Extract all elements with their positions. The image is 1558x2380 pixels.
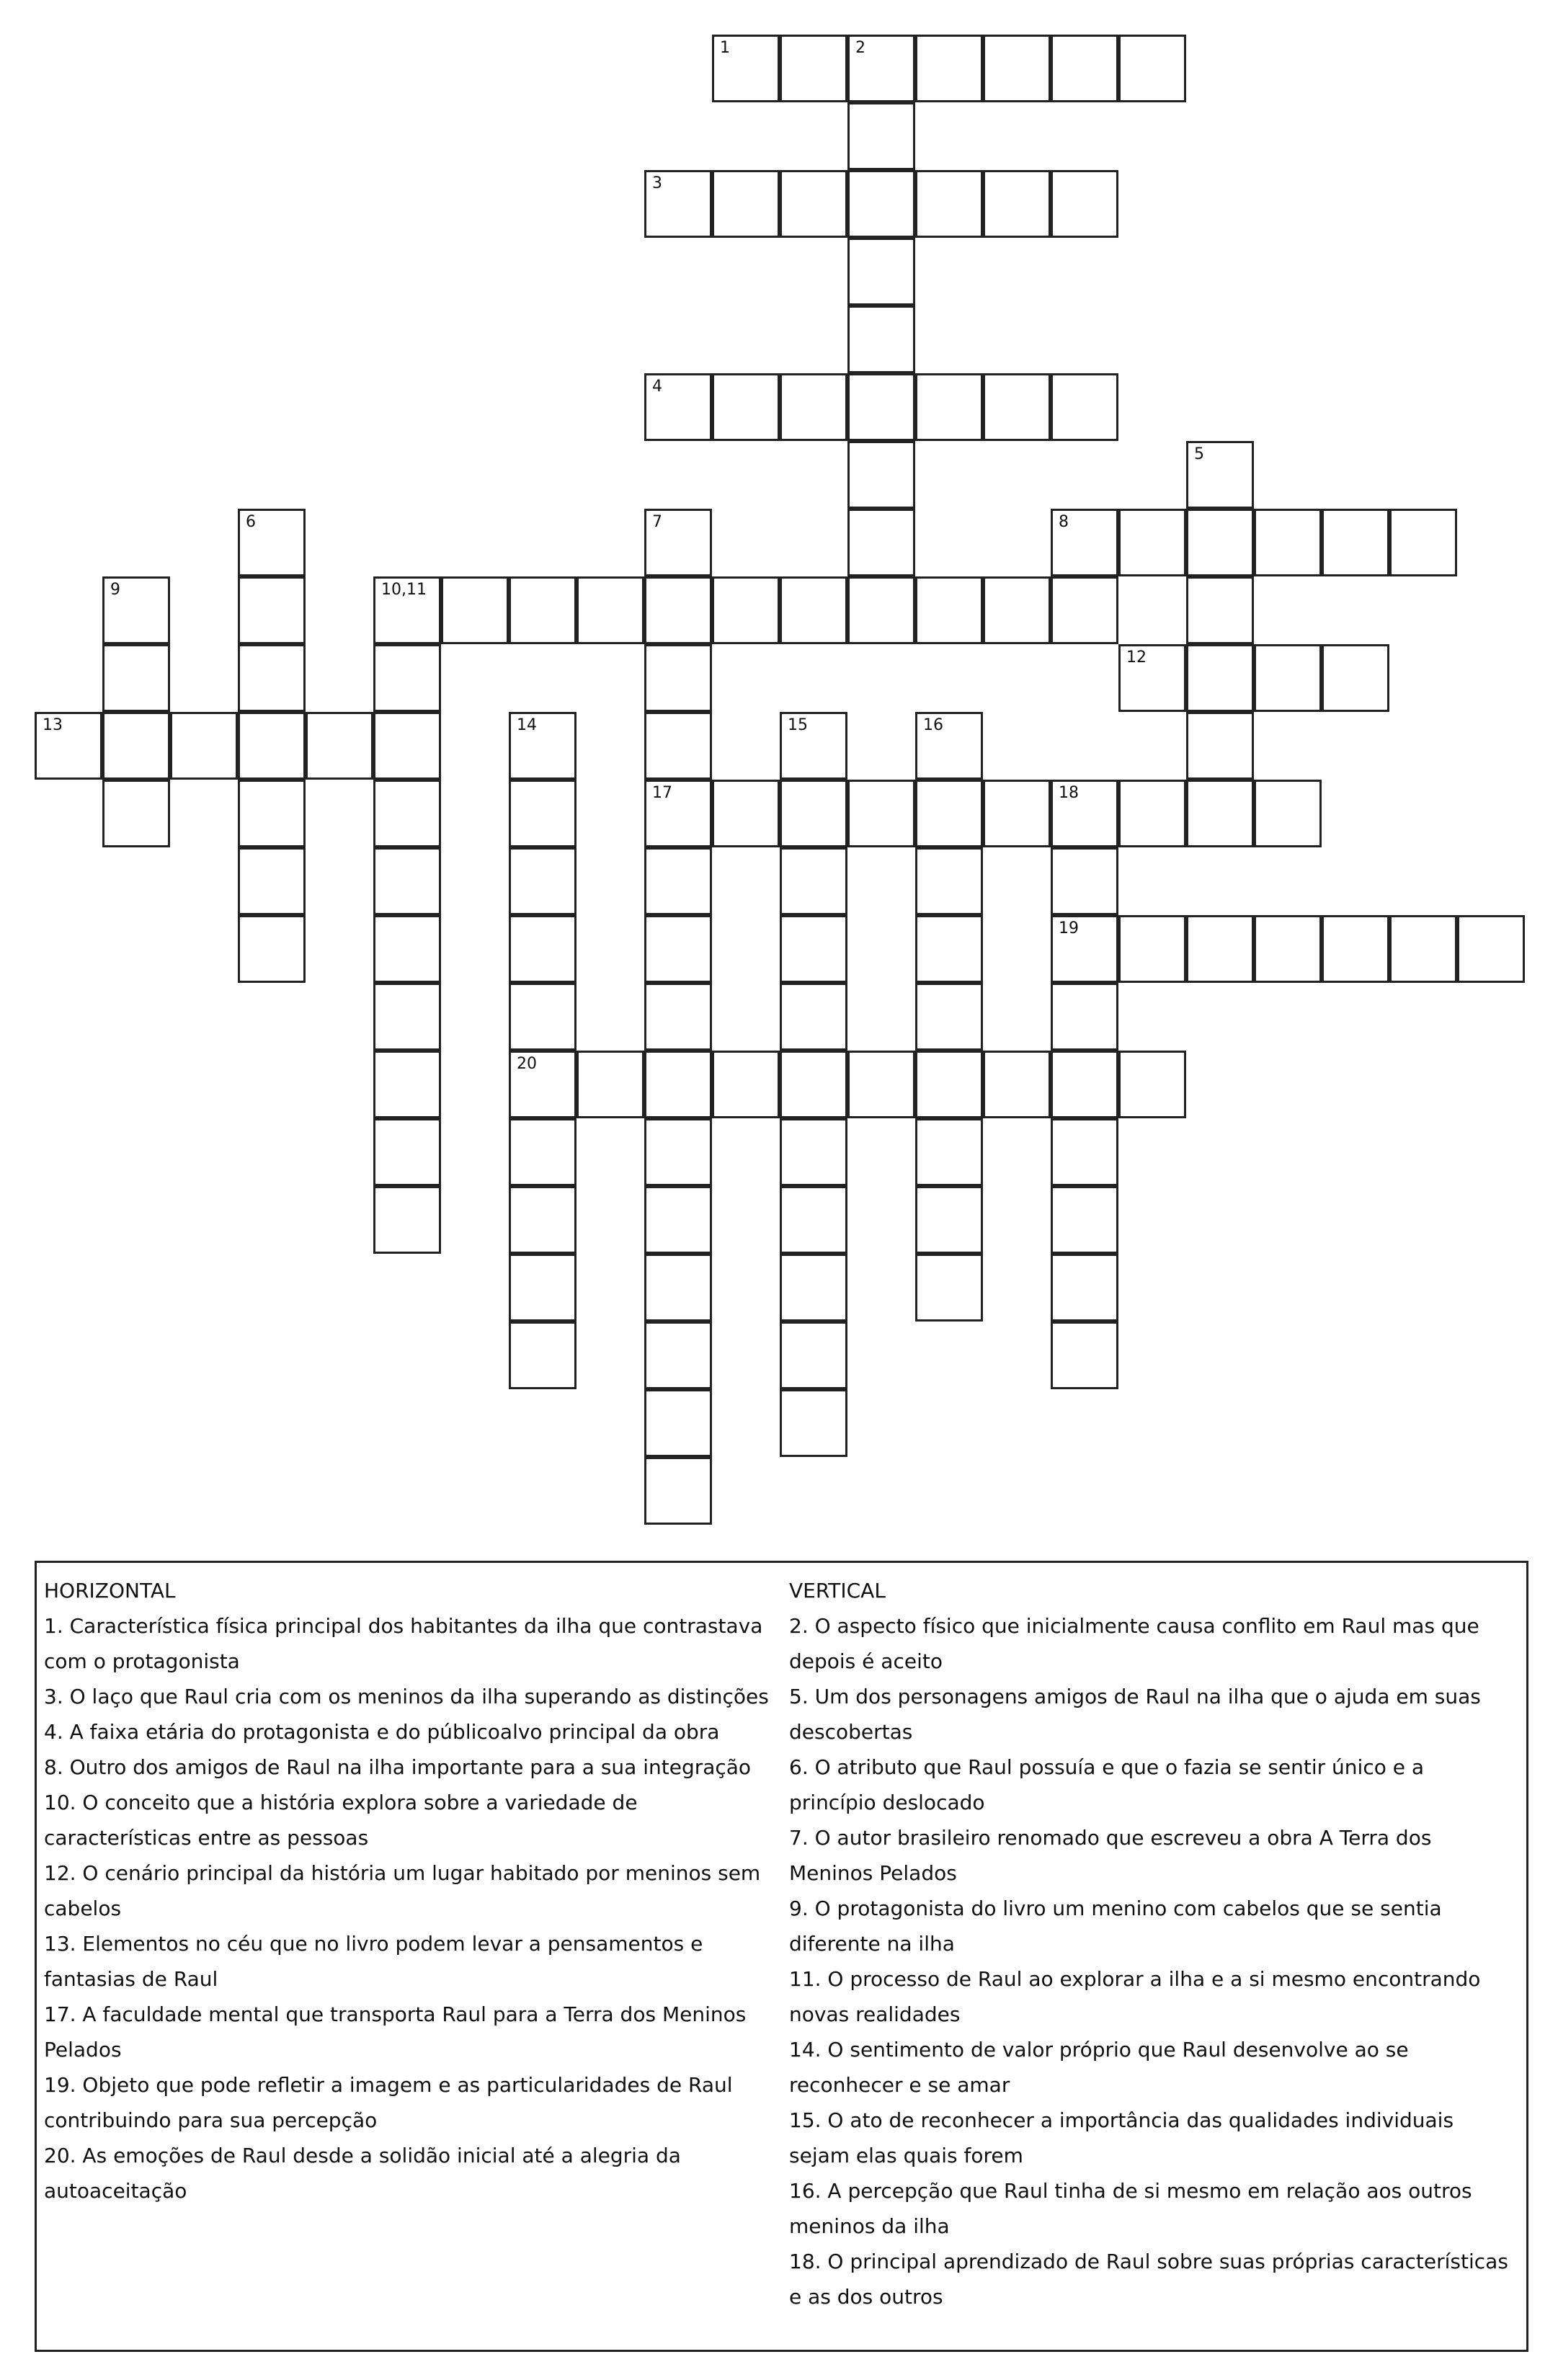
grid-cell[interactable] [1389, 915, 1457, 983]
grid-cell[interactable] [1051, 1254, 1118, 1322]
grid-cell[interactable] [780, 576, 847, 644]
grid-cell[interactable] [915, 847, 983, 915]
grid-cell[interactable] [35, 712, 102, 780]
grid-cell[interactable] [780, 915, 847, 983]
clue-number: 10,11 [381, 581, 427, 599]
grid-cell[interactable] [1254, 644, 1322, 712]
grid-cell[interactable] [983, 373, 1051, 441]
grid-cell[interactable] [373, 576, 441, 644]
clue-number: 15 [788, 716, 808, 734]
clue-number: 17 [652, 784, 672, 802]
grid-cell[interactable] [102, 712, 170, 780]
grid-cell[interactable] [644, 1254, 712, 1322]
grid-cell[interactable] [983, 576, 1051, 644]
grid-cell[interactable] [780, 170, 847, 238]
clue-item: 14. O sentimento de valor próprio que Raul desenvolve ao se reconhecer e se amar [789, 2038, 1409, 2097]
clues-box [35, 1561, 1528, 2352]
grid-cell[interactable] [915, 1186, 983, 1254]
grid-cell[interactable] [1186, 780, 1254, 847]
grid-cell[interactable] [509, 847, 577, 915]
grid-cell[interactable] [509, 1322, 577, 1389]
grid-cell[interactable] [780, 712, 847, 780]
grid-cell[interactable] [915, 915, 983, 983]
clue-number: 6 [246, 513, 256, 531]
clue-number: 8 [1059, 513, 1069, 531]
grid-cell[interactable] [1254, 915, 1322, 983]
vertical-clues [789, 1573, 1517, 2314]
grid-cell[interactable] [1118, 35, 1186, 102]
grid-cell[interactable] [644, 644, 712, 712]
grid-cell[interactable] [780, 373, 847, 441]
clue-item: 8. Outro dos amigos de Raul na ilha importante para a sua integração [44, 1755, 752, 1779]
grid-cell[interactable] [915, 712, 983, 780]
grid-cell[interactable] [847, 1051, 915, 1118]
grid-cell[interactable] [780, 1051, 847, 1118]
grid-cell[interactable] [1389, 509, 1457, 576]
grid-cell[interactable] [373, 847, 441, 915]
grid-cell[interactable] [644, 847, 712, 915]
grid-cell[interactable] [644, 373, 712, 441]
grid-cell[interactable] [1051, 1322, 1118, 1389]
grid-cell[interactable] [102, 780, 170, 847]
grid-cell[interactable] [915, 983, 983, 1051]
grid-cell[interactable] [1118, 509, 1186, 576]
grid-cell[interactable] [644, 1322, 712, 1389]
grid-cell[interactable] [915, 780, 983, 847]
grid-cell[interactable] [509, 780, 577, 847]
clue-item: 18. O principal aprendizado de Raul sobre suas próprias características e as dos outros [789, 2250, 1508, 2309]
grid-cell[interactable] [847, 102, 915, 170]
grid-cell[interactable] [983, 35, 1051, 102]
grid-cell[interactable] [644, 1457, 712, 1525]
grid-cell[interactable] [238, 509, 306, 576]
grid-cell[interactable] [1254, 780, 1322, 847]
grid-cell[interactable] [983, 170, 1051, 238]
grid-cell[interactable] [847, 780, 915, 847]
grid-cell[interactable] [1118, 644, 1186, 712]
grid-cell[interactable] [1051, 170, 1118, 238]
grid-cell[interactable] [509, 1118, 577, 1186]
grid-cell[interactable] [1051, 915, 1118, 983]
grid-cell[interactable] [1051, 1051, 1118, 1118]
clue-number: 14 [517, 716, 537, 734]
grid-cell[interactable] [780, 1118, 847, 1186]
grid-cell[interactable] [712, 373, 780, 441]
grid-cell[interactable] [373, 1051, 441, 1118]
grid-cell[interactable] [373, 915, 441, 983]
grid-cell[interactable] [847, 576, 915, 644]
grid-cell[interactable] [509, 1254, 577, 1322]
grid-cell[interactable] [915, 373, 983, 441]
grid-cell[interactable] [509, 983, 577, 1051]
grid-cell[interactable] [644, 780, 712, 847]
grid-cell[interactable] [1186, 915, 1254, 983]
horizontal-clues [44, 1573, 772, 2209]
grid-cell[interactable] [373, 780, 441, 847]
grid-cell[interactable] [644, 1389, 712, 1457]
clue-number: 3 [652, 174, 662, 192]
clue-number: 9 [110, 581, 120, 599]
grid-cell[interactable] [373, 1186, 441, 1254]
grid-cell[interactable] [847, 170, 915, 238]
grid-cell[interactable] [238, 915, 306, 983]
clue-item: 6. O atributo que Raul possuía e que o fazia se sentir único e a princípio deslocado [789, 1755, 1425, 1814]
grid-cell[interactable] [644, 1186, 712, 1254]
grid-cell[interactable] [780, 780, 847, 847]
grid-cell[interactable] [1051, 509, 1118, 576]
clue-item: 13. Elementos no céu que no livro podem levar a pensamentos e fantasias de Raul [44, 1932, 703, 1991]
clue-number: 13 [43, 716, 63, 734]
grid-cell[interactable] [644, 1051, 712, 1118]
grid-cell[interactable] [373, 712, 441, 780]
grid-cell[interactable] [847, 238, 915, 306]
grid-cell[interactable] [1322, 509, 1389, 576]
grid-cell[interactable] [983, 780, 1051, 847]
grid-cell[interactable] [1051, 847, 1118, 915]
grid-cell[interactable] [373, 1118, 441, 1186]
clue-item: 3. O laço que Raul cria com os meninos da ilha superando as distinções [44, 1685, 769, 1708]
clue-item: 15. O ato de reconhecer a importância das qualidades individuais sejam elas quais forem [789, 2108, 1454, 2167]
grid-cell[interactable] [1322, 915, 1389, 983]
grid-cell[interactable] [1186, 441, 1254, 509]
clue-item: 4. A faixa etária do protagonista e do públicoalvo principal da obra [44, 1720, 720, 1744]
grid-cell[interactable] [577, 1051, 644, 1118]
vertical-heading: VERTICAL [789, 1579, 886, 1603]
grid-cell[interactable] [847, 306, 915, 373]
grid-cell[interactable] [509, 576, 577, 644]
grid-cell[interactable] [1254, 509, 1322, 576]
horizontal-heading: HORIZONTAL [44, 1579, 176, 1603]
clue-item: 20. As emoções de Raul desde a solidão inicial até a alegria da autoaceitação [44, 2144, 681, 2203]
clue-number: 5 [1194, 445, 1204, 463]
grid-cell[interactable] [1186, 509, 1254, 576]
grid-cell[interactable] [780, 847, 847, 915]
grid-cell[interactable] [1051, 35, 1118, 102]
grid-cell[interactable] [238, 712, 306, 780]
grid-cell[interactable] [847, 441, 915, 509]
grid-cell[interactable] [102, 576, 170, 644]
clue-item: 7. O autor brasileiro renomado que escreveu a obra A Terra dos Meninos Pelados [789, 1826, 1432, 1885]
grid-cell[interactable] [238, 644, 306, 712]
grid-cell[interactable] [915, 576, 983, 644]
grid-cell[interactable] [712, 780, 780, 847]
grid-cell[interactable] [915, 35, 983, 102]
grid-cell[interactable] [915, 170, 983, 238]
clue-item: 10. O conceito que a história explora sobre a variedade de características entre as pessoas [44, 1791, 638, 1850]
clue-item: 1. Característica física principal dos habitantes da ilha que contrastava com o protagonista [44, 1614, 763, 1673]
grid-cell[interactable] [1051, 373, 1118, 441]
grid-cell[interactable] [238, 847, 306, 915]
grid-cell[interactable] [780, 1389, 847, 1457]
grid-cell[interactable] [1051, 576, 1118, 644]
grid-cell[interactable] [915, 1118, 983, 1186]
clue-item: 12. O cenário principal da história um lugar habitado por meninos sem cabelos [44, 1861, 761, 1920]
clue-number: 12 [1126, 649, 1147, 667]
grid-cell[interactable] [1051, 780, 1118, 847]
grid-cell[interactable] [644, 1118, 712, 1186]
grid-cell[interactable] [1118, 915, 1186, 983]
grid-cell[interactable] [780, 35, 847, 102]
grid-cell[interactable] [238, 576, 306, 644]
grid-cell[interactable] [509, 1051, 577, 1118]
grid-cell[interactable] [577, 576, 644, 644]
grid-cell[interactable] [712, 1051, 780, 1118]
clue-number: 16 [923, 716, 943, 734]
grid-cell[interactable] [1051, 1186, 1118, 1254]
grid-cell[interactable] [509, 712, 577, 780]
clue-number: 4 [652, 378, 662, 396]
grid-cell[interactable] [780, 1186, 847, 1254]
grid-cell[interactable] [1051, 1118, 1118, 1186]
grid-cell[interactable] [847, 35, 915, 102]
grid-cell[interactable] [847, 509, 915, 576]
grid-cell[interactable] [1186, 576, 1254, 644]
grid-cell[interactable] [644, 509, 712, 576]
grid-cell[interactable] [780, 983, 847, 1051]
grid-cell[interactable] [644, 170, 712, 238]
grid-cell[interactable] [712, 576, 780, 644]
grid-cell[interactable] [712, 170, 780, 238]
grid-cell[interactable] [847, 373, 915, 441]
grid-cell[interactable] [983, 1051, 1051, 1118]
clue-item: 16. A percepção que Raul tinha de si mesmo em relação aos outros meninos da ilha [789, 2179, 1472, 2238]
clue-number: 2 [855, 39, 865, 57]
grid-cell[interactable] [1186, 712, 1254, 780]
grid-cell[interactable] [915, 1254, 983, 1322]
grid-cell[interactable] [780, 1322, 847, 1389]
grid-cell[interactable] [644, 712, 712, 780]
grid-cell[interactable] [915, 1051, 983, 1118]
clue-number: 20 [517, 1055, 537, 1073]
grid-cell[interactable] [509, 915, 577, 983]
grid-cell[interactable] [1457, 915, 1525, 983]
grid-cell[interactable] [509, 1186, 577, 1254]
grid-cell[interactable] [441, 576, 509, 644]
clue-item: 19. Objeto que pode refletir a imagem e as particularidades de Raul contribuindo para sua percepção [44, 2073, 733, 2132]
grid-cell[interactable] [373, 983, 441, 1051]
grid-cell[interactable] [1186, 644, 1254, 712]
clue-item: 17. A faculdade mental que transporta Raul para a Terra dos Meninos Pelados [44, 2002, 747, 2062]
clue-number: 19 [1059, 919, 1079, 937]
grid-cell[interactable] [238, 780, 306, 847]
grid-cell[interactable] [306, 712, 373, 780]
grid-cell[interactable] [1118, 780, 1186, 847]
clue-number: 1 [720, 39, 730, 57]
grid-cell[interactable] [644, 576, 712, 644]
grid-cell[interactable] [644, 915, 712, 983]
clue-item: 2. O aspecto físico que inicialmente causa conflito em Raul mas que depois é aceito [789, 1614, 1479, 1673]
grid-cell[interactable] [780, 1254, 847, 1322]
clue-item: 5. Um dos personagens amigos de Raul na ilha que o ajuda em suas descobertas [789, 1685, 1481, 1744]
grid-cell[interactable] [170, 712, 238, 780]
clue-number: 18 [1059, 784, 1079, 802]
clue-item: 9. O protagonista do livro um menino com cabelos que se sentia diferente na ilha [789, 1897, 1442, 1956]
grid-cell[interactable] [1322, 644, 1389, 712]
clue-item: 11. O processo de Raul ao explorar a ilha e a si mesmo encontrando novas realidades [789, 1967, 1481, 2026]
grid-cell[interactable] [712, 35, 780, 102]
grid-cell[interactable] [102, 644, 170, 712]
grid-cell[interactable] [373, 644, 441, 712]
grid-cell[interactable] [1051, 983, 1118, 1051]
grid-cell[interactable] [644, 983, 712, 1051]
grid-cell[interactable] [1118, 1051, 1186, 1118]
clue-number: 7 [652, 513, 662, 531]
